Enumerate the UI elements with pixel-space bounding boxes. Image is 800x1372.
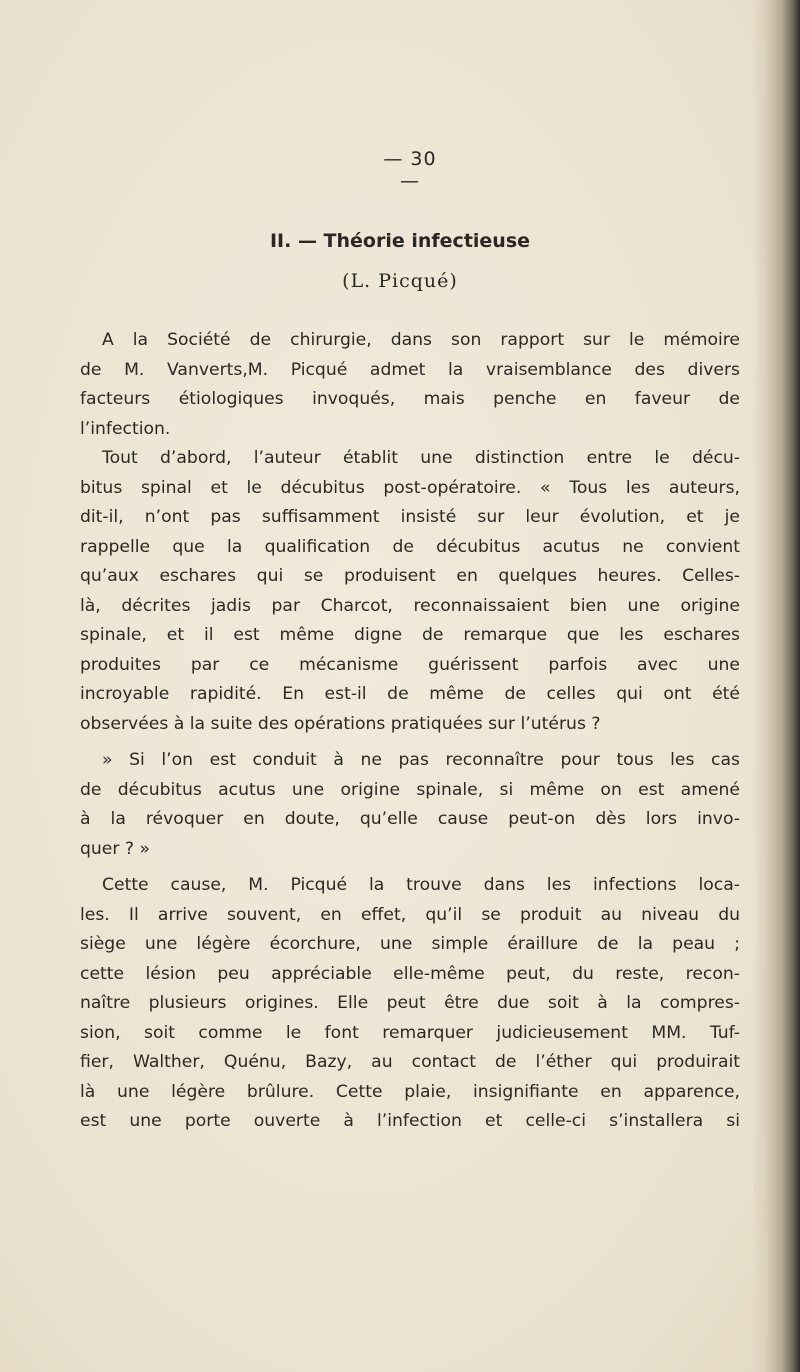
- text-line: siège une légère écorchure, une simple éraillure de la peau ;: [80, 934, 740, 954]
- text-line: naître plusieurs origines. Elle peut être due soit à la compres-: [80, 993, 740, 1013]
- text-line: observées à la suite des opérations pratiquées sur l’utérus ?: [80, 713, 601, 734]
- text-line: de décubitus acutus une origine spinale, si même on est amené: [80, 779, 740, 800]
- text-line: Cette cause, M. Picqué la trouve dans les infections loca-: [102, 875, 740, 895]
- text-line: sion, soit comme le font remarquer judicieusement MM. Tuf-: [80, 1022, 740, 1043]
- text-line: dit-il, n’ont pas suffisamment insisté sur leur évolution, et je: [80, 507, 740, 527]
- text-line: cette lésion peu appréciable elle-même peut, du reste, recon-: [80, 963, 740, 984]
- text-line: l’infection.: [80, 418, 171, 439]
- text-line: incroyable rapidité. En est-il de même de celles qui ont été: [80, 684, 740, 704]
- text-line: quer ? »: [80, 838, 151, 859]
- text-line: A la Société de chirurgie, dans son rapport sur le mémoire: [102, 330, 740, 350]
- text-line: de M. Vanverts,M. Picqué admet la vraisemblance des divers: [80, 359, 740, 380]
- text-line: qu’aux eschares qui se produisent en quelques heures. Celles-: [80, 566, 740, 586]
- text-line: produites par ce mécanisme guérissent parfois avec une: [80, 654, 740, 675]
- text-line: » Si l’on est conduit à ne pas reconnaître pour tous les cas: [102, 750, 740, 770]
- text-line: bitus spinal et le décubitus post-opératoire. « Tous les auteurs,: [80, 477, 740, 498]
- text-line: là une légère brûlure. Cette plaie, insignifiante en apparence,: [80, 1081, 740, 1102]
- section-author: (L. Picqué): [342, 270, 458, 292]
- text-line: Tout d’abord, l’auteur établit une distinction entre le décu-: [102, 448, 740, 468]
- body-text: [80, 326, 740, 1137]
- text-line: rappelle que la qualification de décubitus acutus ne convient: [80, 536, 740, 557]
- text-line: spinale, et il est même digne de remarque que les eschares: [80, 625, 740, 645]
- text-line: à la révoquer en doute, qu’elle cause peut-on dès lors invo-: [80, 809, 740, 829]
- text-line: fier, Walther, Quénu, Bazy, au contact de l’éther qui produirait: [80, 1052, 740, 1072]
- text-line: facteurs étiologiques invoqués, mais penche en faveur de: [80, 389, 740, 409]
- text-line: est une porte ouverte à l’infection et celle-ci s’installera si: [80, 1111, 740, 1131]
- section-title: II. — Théorie infectieuse: [269, 230, 531, 252]
- text-line: les. Il arrive souvent, en effet, qu’il se produit au niveau du: [80, 904, 740, 925]
- page-edge-shadow: [752, 0, 800, 1372]
- page-number: — 30 —: [383, 148, 437, 192]
- text-line: là, décrites jadis par Charcot, reconnaissaient bien une origine: [80, 595, 740, 616]
